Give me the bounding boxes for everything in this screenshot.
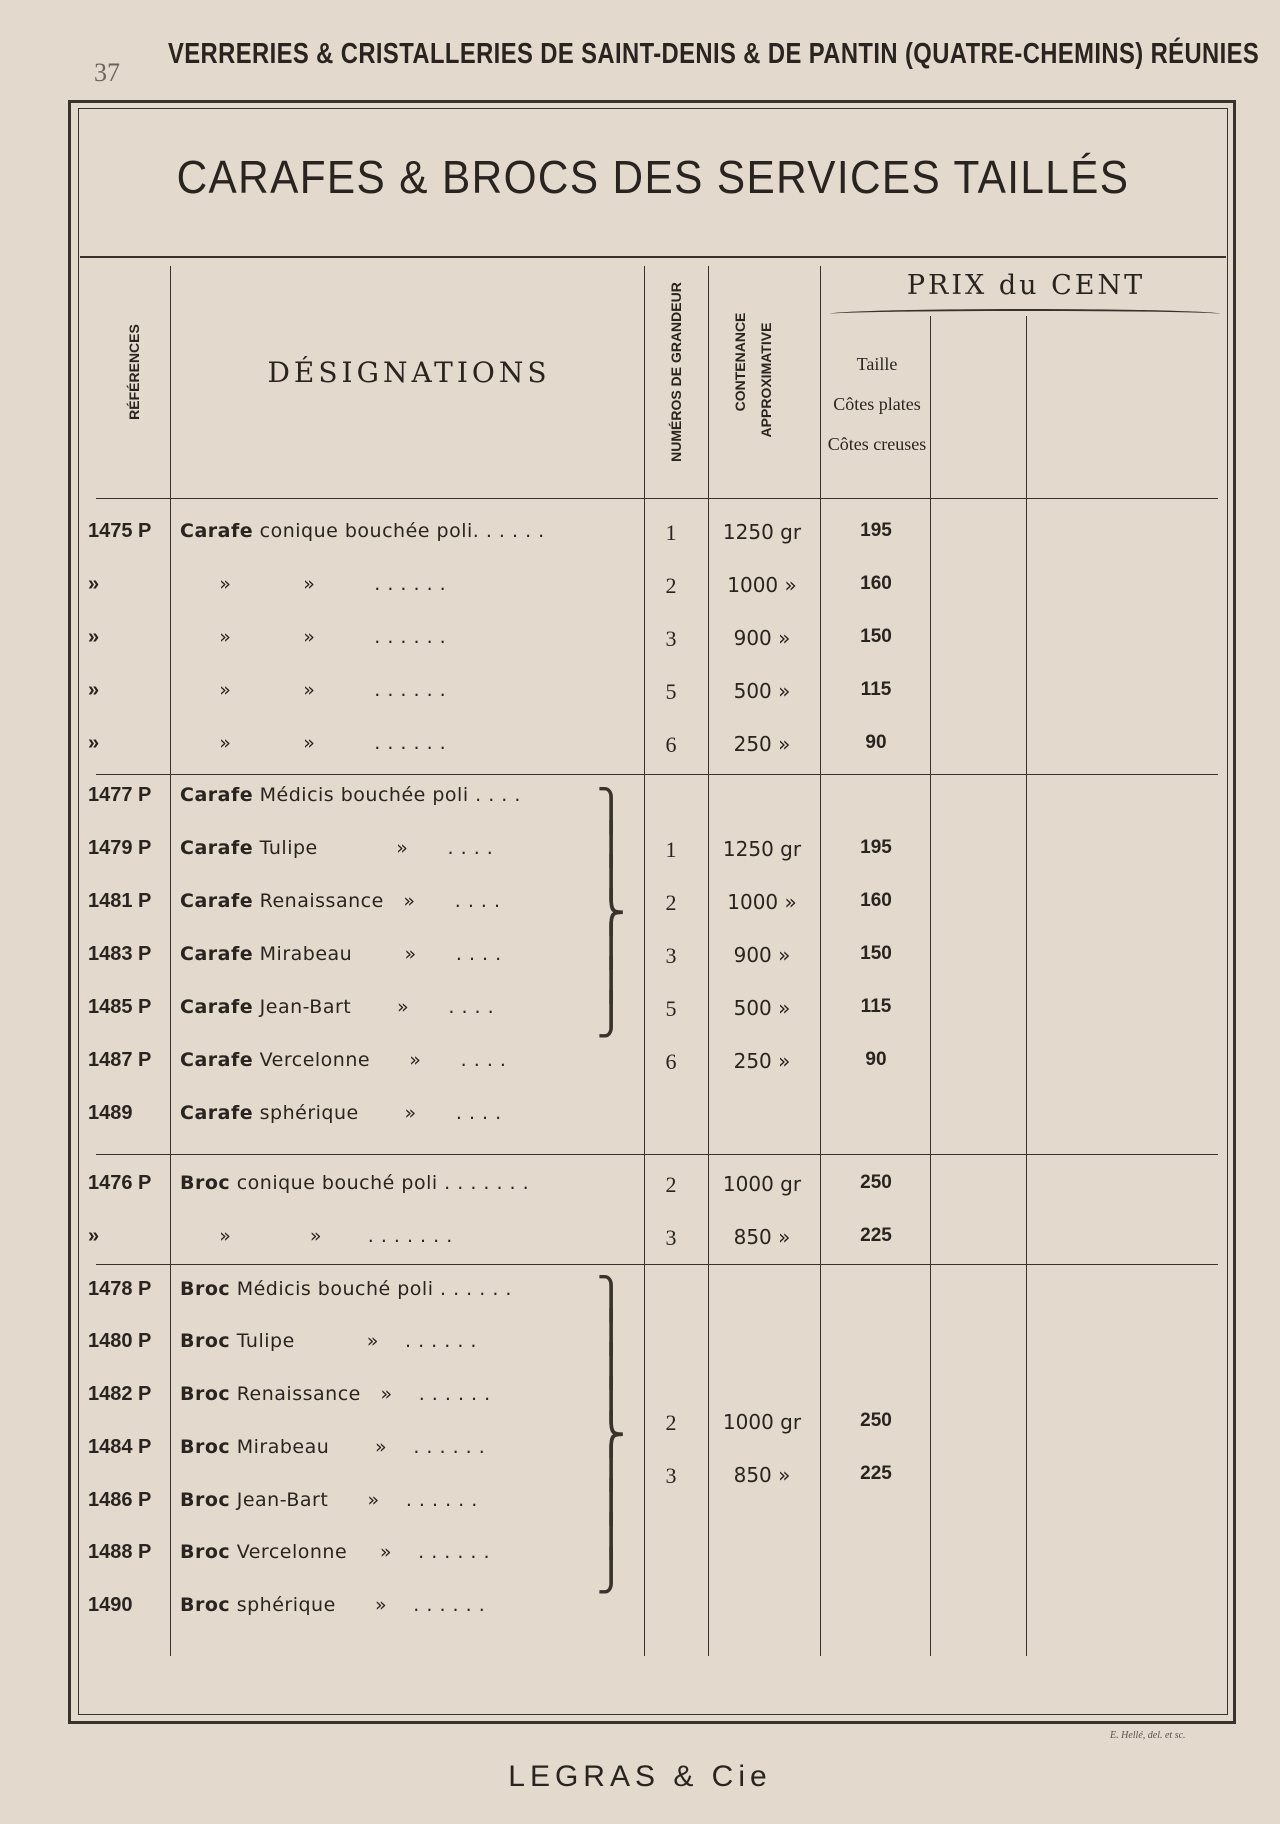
row-designation	[180, 943, 640, 965]
row-designation	[180, 837, 640, 859]
row-description: conique bouchée poli. . . . . .	[253, 520, 545, 542]
row-reference: 1486 P	[88, 1489, 152, 1511]
table-row	[0, 890, 1280, 936]
row-description: Vercelonne » . . . .	[253, 1049, 507, 1071]
table-row	[0, 1541, 1280, 1587]
row-contenance: 250 »	[733, 732, 791, 756]
row-contenance: 1000 »	[727, 890, 797, 914]
row-designation	[180, 1541, 640, 1563]
row-kind: Broc	[180, 1330, 231, 1352]
row-contenance: 1000 gr	[722, 1172, 802, 1196]
row-description: Médicis bouchée poli . . . .	[253, 784, 521, 806]
row-description: Mirabeau » . . . . . .	[230, 1436, 486, 1458]
page-header: VERRERIES & CRISTALLERIES DE SAINT-DENIS & DE PANTIN (QUATRE-CHEMINS) RÉUNIES	[168, 38, 1260, 70]
publisher-footer: LEGRAS & Cie	[508, 1760, 772, 1793]
row-reference: 1490	[88, 1594, 133, 1616]
row-numero: 3	[665, 626, 677, 651]
row-kind: Carafe	[180, 520, 254, 542]
row-prix: 195	[860, 837, 892, 858]
row-designation	[180, 1330, 640, 1352]
row-reference: 1476 P	[88, 1172, 152, 1194]
row-description: » » . . . . . .	[180, 626, 447, 648]
row-contenance: 850 »	[733, 1225, 791, 1249]
row-designation	[180, 1594, 640, 1616]
row-numero: 6	[665, 732, 677, 757]
row-kind: Broc	[180, 1172, 231, 1194]
row-reference: 1482 P	[88, 1383, 152, 1405]
row-prix: 90	[865, 1049, 887, 1070]
row-reference: »	[88, 732, 100, 754]
row-numero: 1	[665, 837, 677, 862]
table-row	[0, 679, 1280, 725]
broc-group-cont-1: 1000 gr	[722, 1410, 802, 1434]
row-kind: Carafe	[180, 784, 254, 806]
header-taille-2: Côtes plates	[833, 394, 921, 414]
row-kind: Carafe	[180, 943, 254, 965]
row-kind: Broc	[180, 1541, 231, 1563]
row-designation	[180, 1278, 640, 1300]
table-row	[0, 1102, 1280, 1148]
row-contenance: 250 »	[733, 1049, 791, 1073]
row-description: » » . . . . . .	[180, 679, 447, 701]
page-title: CARAFES & BROCS DES SERVICES TAILLÉS	[176, 151, 1130, 203]
header-designations: DÉSIGNATIONS	[267, 356, 551, 389]
row-prix: 90	[865, 732, 887, 753]
row-kind: Broc	[180, 1594, 231, 1616]
row-numero: 6	[665, 1049, 677, 1074]
table-row	[0, 1594, 1280, 1640]
table-row	[0, 732, 1280, 778]
row-contenance: 1250 gr	[722, 837, 802, 861]
row-numero: 5	[665, 996, 677, 1021]
row-description: Renaissance » . . . .	[253, 890, 501, 912]
row-designation	[180, 1102, 640, 1124]
row-designation	[180, 890, 640, 912]
row-designation	[180, 573, 640, 595]
row-reference: 1489	[88, 1102, 133, 1124]
table-row	[0, 1278, 1280, 1324]
row-reference: 1481 P	[88, 890, 152, 912]
broc-group-row-1	[0, 1410, 1280, 1456]
row-designation	[180, 732, 640, 754]
row-prix: 115	[860, 679, 892, 700]
row-reference: 1475 P	[88, 520, 152, 542]
broc-group-row-2	[0, 1463, 1280, 1509]
table-row	[0, 1172, 1280, 1218]
row-designation	[180, 1049, 640, 1071]
table-row	[0, 837, 1280, 883]
row-description: sphérique » . . . . . .	[230, 1594, 486, 1616]
row-numero: 1	[665, 520, 677, 545]
row-reference: 1480 P	[88, 1330, 152, 1352]
row-numero: 3	[665, 1225, 677, 1250]
header-prix: PRIX du CENT	[906, 270, 1146, 301]
row-designation	[180, 679, 640, 701]
row-reference: 1479 P	[88, 837, 152, 859]
broc-group-cont-2: 850 »	[733, 1463, 791, 1487]
row-kind: Carafe	[180, 1102, 254, 1124]
row-reference: 1477 P	[88, 784, 152, 806]
row-designation	[180, 996, 640, 1018]
broc-group-prix-2: 225	[860, 1463, 892, 1484]
row-reference: 1485 P	[88, 996, 152, 1018]
row-kind: Broc	[180, 1436, 231, 1458]
table-row	[0, 1330, 1280, 1376]
row-numero: 5	[665, 679, 677, 704]
row-prix: 195	[860, 520, 892, 541]
row-description: Renaissance » . . . . . .	[230, 1383, 491, 1405]
row-designation	[180, 520, 640, 542]
row-kind: Broc	[180, 1278, 231, 1300]
row-description: Tulipe » . . . . . .	[230, 1330, 477, 1352]
row-description: » » . . . . . .	[180, 732, 447, 754]
row-numero: 2	[665, 573, 677, 598]
brace-broc-group: ⎫ ⎪ ⎪ ⎪ ⎬ ⎪ ⎪ ⎪ ⎭	[596, 1276, 626, 1594]
broc-group-prix-1: 250	[860, 1410, 892, 1431]
row-contenance: 900 »	[733, 943, 791, 967]
header-taille-3: Côtes creuses	[827, 434, 927, 454]
row-reference: 1487 P	[88, 1049, 152, 1071]
row-reference: 1488 P	[88, 1541, 152, 1563]
row-contenance: 1250 gr	[722, 520, 802, 544]
table-row	[0, 1225, 1280, 1271]
header-approximative: APPROXIMATIVE	[758, 322, 774, 438]
row-contenance: 500 »	[733, 996, 791, 1020]
header-contenance: CONTENANCE	[732, 312, 748, 412]
row-numero: 2	[665, 1172, 677, 1197]
title-divider	[80, 256, 1226, 258]
row-description: Vercelonne » . . . . . .	[230, 1541, 491, 1563]
row-numero: 3	[665, 943, 677, 968]
page-number: 37	[94, 58, 120, 87]
row-designation	[180, 626, 640, 648]
header-taille	[822, 344, 932, 464]
header-references: RÉFÉRENCES	[126, 324, 142, 420]
header-divider	[96, 498, 1218, 499]
table-row	[0, 996, 1280, 1042]
header-numeros: NUMÉROS DE GRANDEUR	[668, 282, 684, 462]
table-row	[0, 626, 1280, 672]
table-row	[0, 943, 1280, 989]
broc-group-num-1: 2	[665, 1410, 677, 1435]
row-description: Médicis bouché poli . . . . . .	[230, 1278, 512, 1300]
row-description: conique bouché poli . . . . . . .	[230, 1172, 530, 1194]
header-taille-1: Taille	[856, 354, 898, 374]
row-numero: 2	[665, 890, 677, 915]
engraver-credit: E. Hellé, del. et sc.	[1110, 1730, 1186, 1741]
row-reference: 1478 P	[88, 1278, 152, 1300]
row-contenance: 500 »	[733, 679, 791, 703]
table-row	[0, 784, 1280, 830]
row-kind: Carafe	[180, 996, 254, 1018]
row-prix: 225	[860, 1225, 892, 1246]
row-designation	[180, 1172, 640, 1194]
row-designation	[180, 784, 640, 806]
row-reference: »	[88, 573, 100, 595]
row-description: Tulipe » . . . .	[253, 837, 494, 859]
row-description: Jean-Bart » . . . .	[253, 996, 495, 1018]
row-prix: 160	[860, 573, 892, 594]
row-reference: »	[88, 626, 100, 648]
row-reference: »	[88, 679, 100, 701]
table-row	[0, 1049, 1280, 1095]
row-prix: 150	[860, 943, 892, 964]
row-description: » » . . . . . . .	[180, 1225, 453, 1247]
group-divider-2	[96, 1154, 1218, 1155]
prix-rule	[830, 309, 1220, 319]
row-prix: 160	[860, 890, 892, 911]
row-description: » » . . . . . .	[180, 573, 447, 595]
row-contenance: 1000 »	[727, 573, 797, 597]
row-description: Jean-Bart » . . . . . .	[230, 1489, 478, 1511]
row-kind: Carafe	[180, 1049, 254, 1071]
row-prix: 115	[860, 996, 892, 1017]
row-designation	[180, 1225, 640, 1247]
table-row	[0, 573, 1280, 619]
row-kind: Broc	[180, 1383, 231, 1405]
row-kind: Carafe	[180, 837, 254, 859]
row-designation	[180, 1383, 640, 1405]
row-prix: 250	[860, 1172, 892, 1193]
brace-carafe-group: ⎫ ⎪ ⎪ ⎬ ⎪ ⎪ ⎭	[596, 788, 626, 1038]
row-kind: Broc	[180, 1489, 231, 1511]
broc-group-num-2: 3	[665, 1463, 677, 1488]
row-kind: Carafe	[180, 890, 254, 912]
table-row	[0, 520, 1280, 566]
row-reference: 1483 P	[88, 943, 152, 965]
row-description: Mirabeau » . . . .	[253, 943, 502, 965]
row-description: sphérique » . . . .	[253, 1102, 502, 1124]
row-prix: 150	[860, 626, 892, 647]
row-contenance: 900 »	[733, 626, 791, 650]
row-reference: 1484 P	[88, 1436, 152, 1458]
row-reference: »	[88, 1225, 100, 1247]
